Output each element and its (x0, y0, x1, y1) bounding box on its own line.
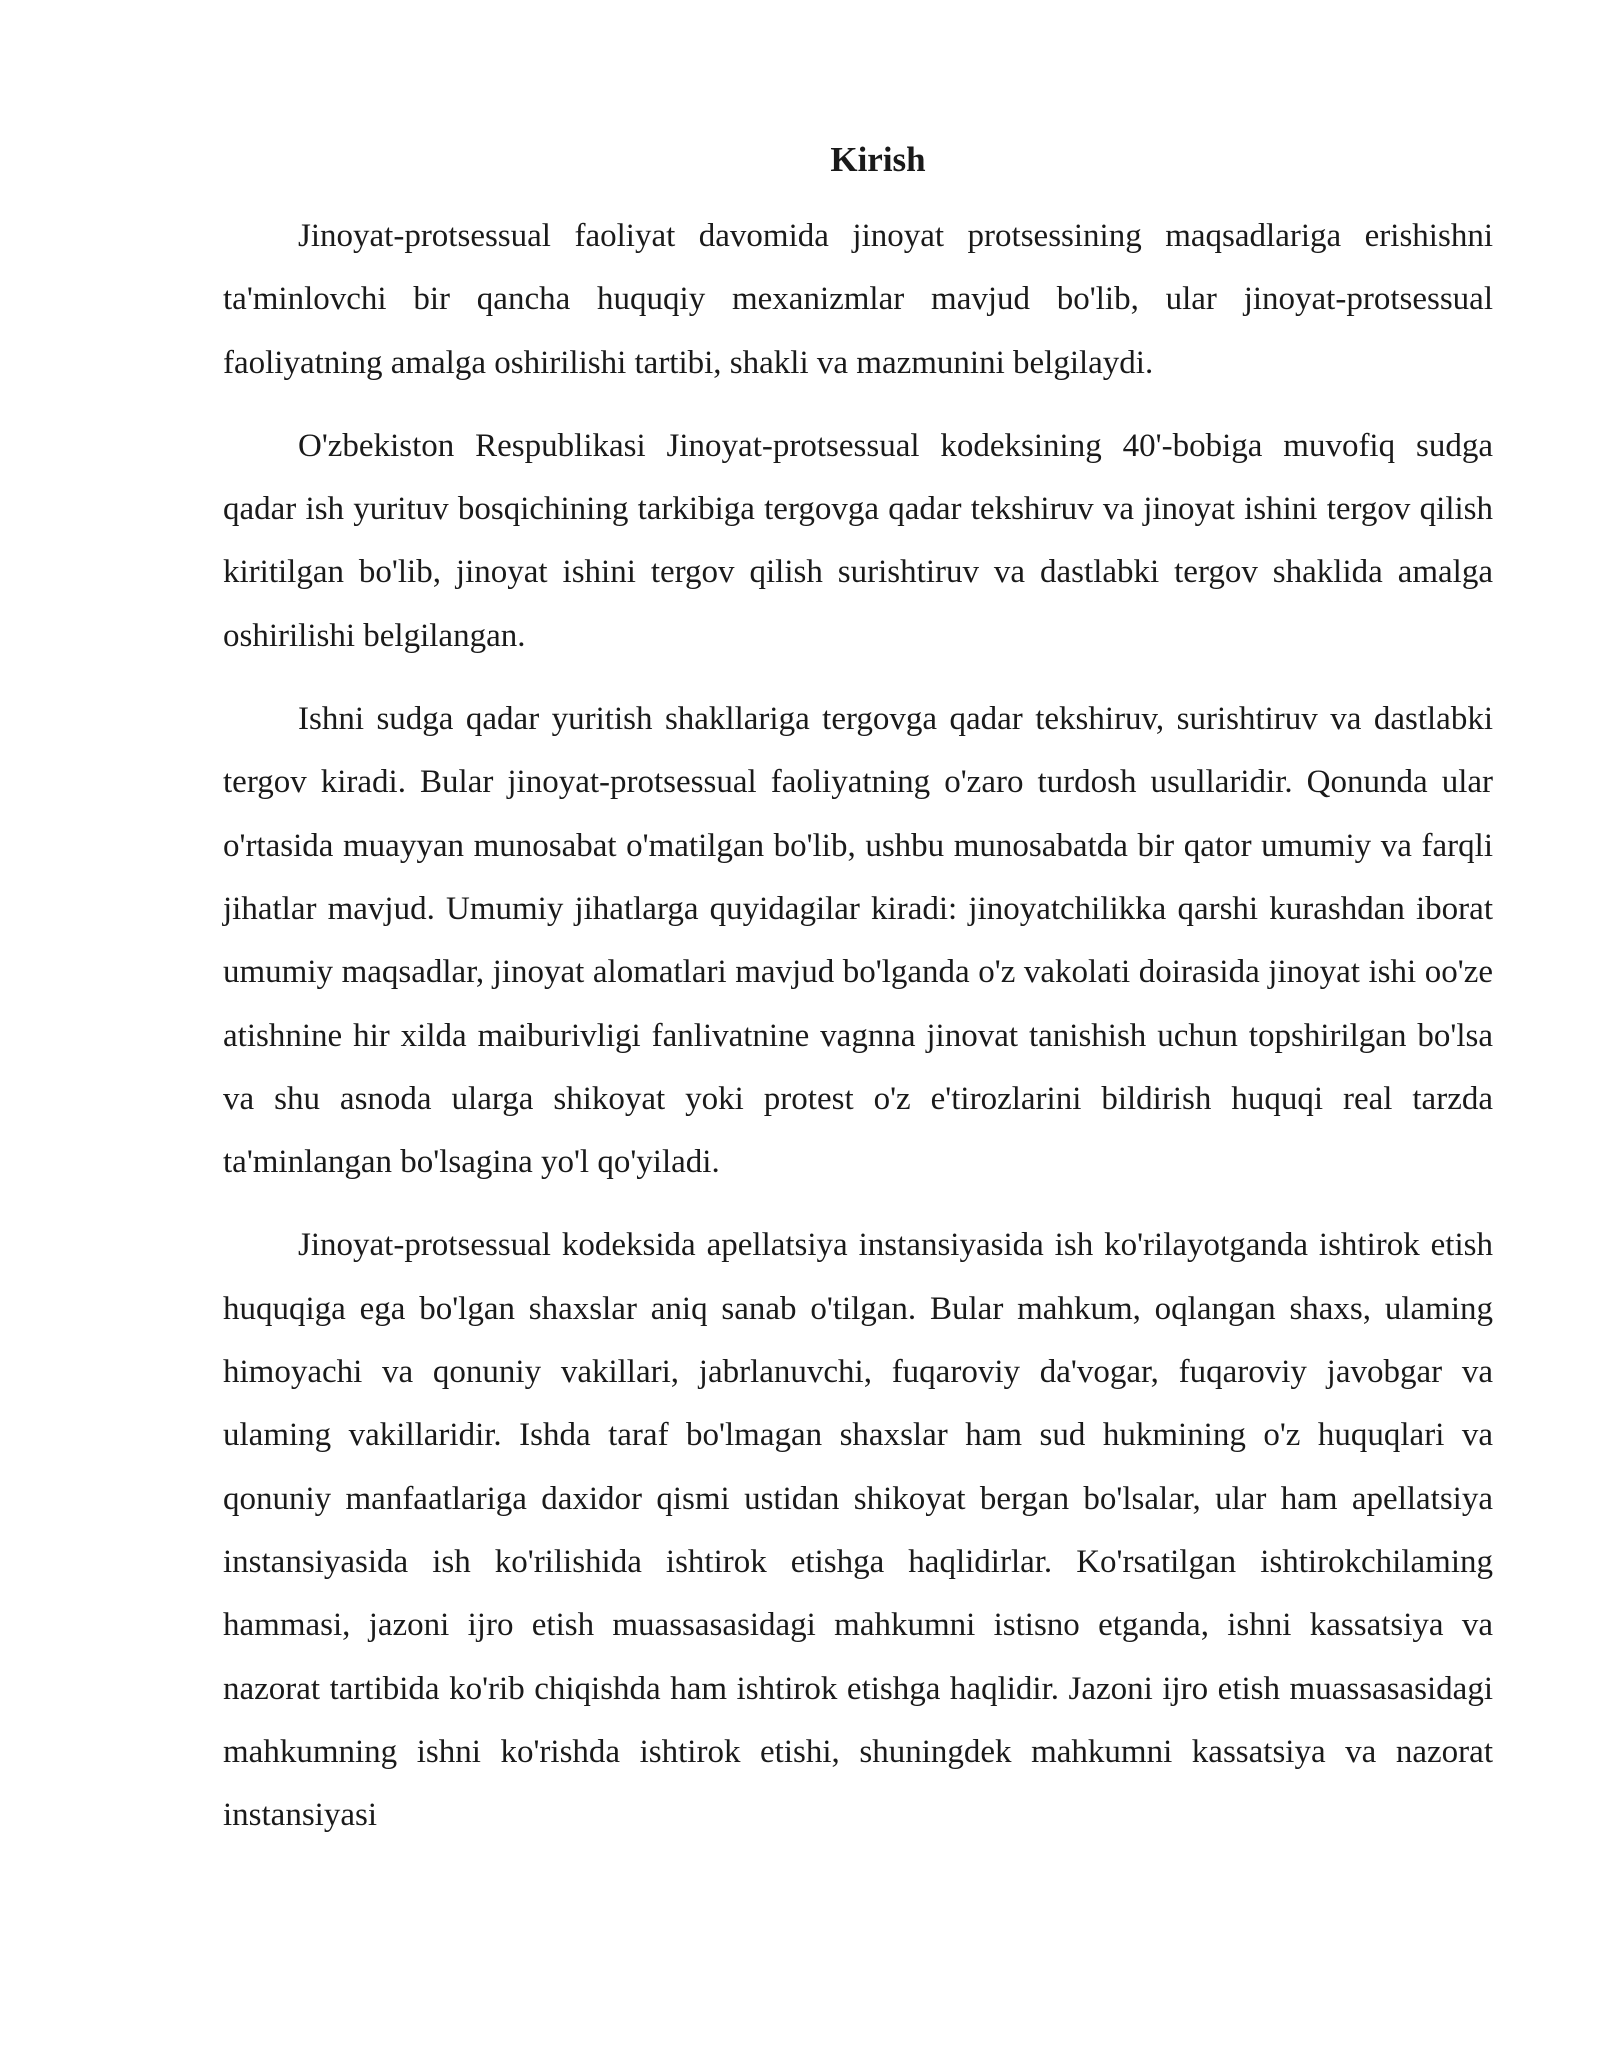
document-title: Kirish (830, 140, 926, 179)
paragraph-3: Ishni sudga qadar yuritish shakllariga tergovga qadar tekshiruv, surishtiruv va dastlabki tergov kiradi. Bular jinoyat-protsessual faoliyatning o'zaro turdosh usullaridir. Qonunda ular o'rtasida muayyan munosabat o'matilgan bo'lib, ushbu munosabatda bir qator umumiy va farqli jihatlar mavjud. Umumiy jihatlarga quyidagilar kiradi: jinoyatchilikka qarshi kurashdan iborat umumiy maqsadlar, jinoyat alomatlari mavjud bo'lganda o'z vakolati doirasida jinoyat ishi oo'ze atishnine hir xilda maiburivligi fanlivatnine vagnna jinovat tanishish uchun topshirilgan bo'lsa va shu asnoda ularga shikoyat yoki protest o'z e'tirozlarini bildirish huquqi real tarzda ta'minlangan bo'lsagina yo'l qo'yiladi. (223, 701, 1493, 1181)
document-body (223, 140, 1493, 1867)
paragraph-1: Jinoyat-protsessual faoliyat davomida jinoyat protsessining maqsadlariga erishishni ta'minlovchi bir qancha huquqiy mexanizmlar mavjud bo'lib, ular jinoyat-protsessual faoliyatning amalga oshirilishi tartibi, shakli va mazmunini belgilaydi. (223, 218, 1493, 381)
paragraph-4: Jinoyat-protsessual kodeksida apellatsiya instansiyasida ish ko'rilayotganda ishtirok etish huquqiga ega bo'lgan shaxslar aniq sanab o'tilgan. Bular mahkum, oqlangan shaxs, ulaming himoyachi va qonuniy vakillari, jabrlanuvchi, fuqaroviy da'vogar, fuqaroviy javobgar va ulaming vakillaridir. Ishda taraf bo'lmagan shaxslar ham sud hukmining o'z huquqlari va qonuniy manfaatlariga daxidor qismi ustidan shikoyat bergan bo'lsalar, ular ham apellatsiya instansiyasida ish ko'rilishida ishtirok etishga haqlidirlar. Ko'rsatilgan ishtirokchilaming hammasi, jazoni ijro etish muassasasidagi mahkumni istisno etganda, ishni kassatsiya va nazorat tartibida ko'rib chiqishda ham ishtirok etishga haqlidir. Jazoni ijro etish muassasasidagi mahkumning ishni ko'rishda ishtirok etishi, shuningdek mahkumni kassatsiya va nazorat instansiyasi (223, 1227, 1493, 1834)
paragraph-2: O'zbekiston Respublikasi Jinoyat-protsessual kodeksining 40'-bobiga muvofiq sudga qadar ish yurituv bosqichining tarkibiga tergovga qadar tekshiruv va jinoyat ishini tergov qilish kiritilgan bo'lib, jinoyat ishini tergov qilish surishtiruv va dastlabki tergov shaklida amalga oshirilishi belgilangan. (223, 427, 1493, 654)
